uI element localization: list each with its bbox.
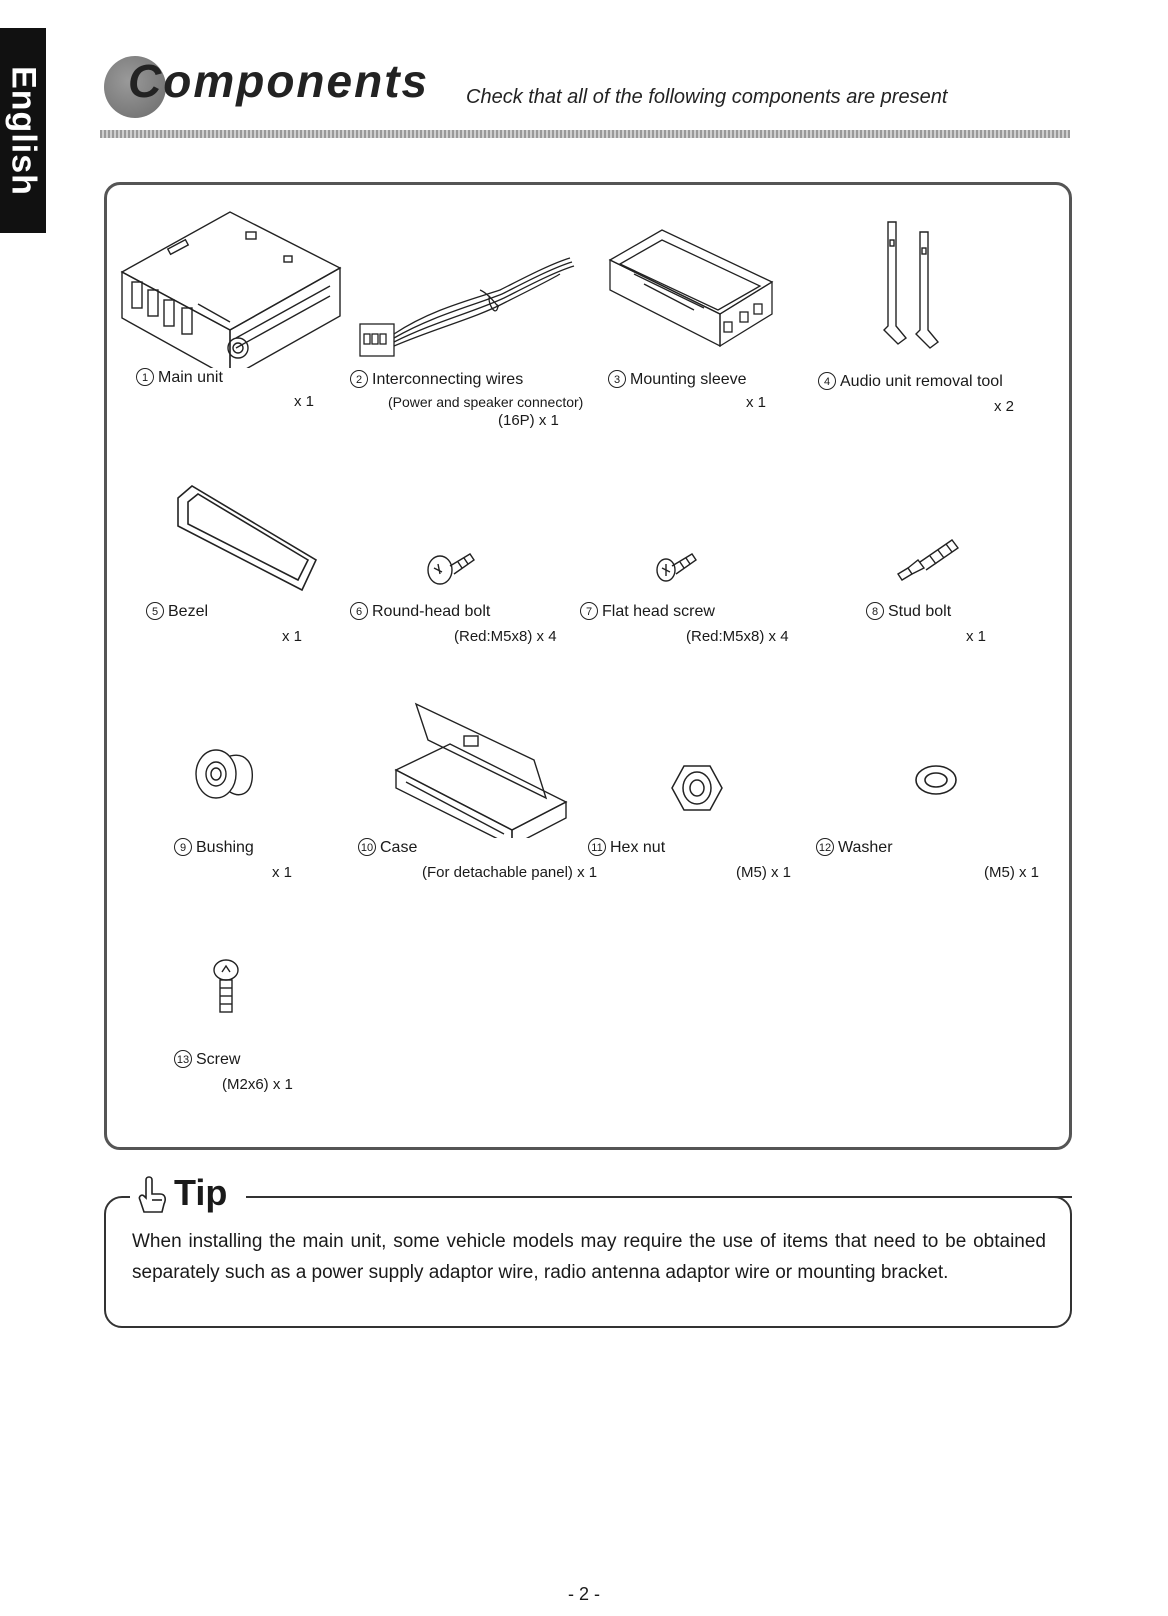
tip-header-rule xyxy=(238,1196,1072,1198)
page-number: - 2 - xyxy=(567,1584,600,1604)
mounting-sleeve-illustration xyxy=(604,224,794,359)
component-number: 1 xyxy=(136,368,154,386)
bushing-illustration xyxy=(190,736,260,806)
component-interconnecting-wires xyxy=(350,250,584,450)
component-quantity: (16P) x 1 xyxy=(498,412,559,429)
component-number: 9 xyxy=(174,838,192,856)
washer-illustration xyxy=(910,760,970,800)
component-quantity: (Red:M5x8) x 4 xyxy=(454,628,557,645)
flat-head-screw-illustration xyxy=(654,546,704,586)
tip-title: Tip xyxy=(174,1172,228,1213)
case-illustration xyxy=(394,698,574,838)
component-name: Case xyxy=(380,839,418,856)
component-number: 6 xyxy=(350,602,368,620)
tip-text: When installing the main unit, some vehicle models may require the use of items that need to be obtained separately such as a power supply adaptor wire, radio antenna adaptor wire or mounting bracket. xyxy=(132,1231,1046,1283)
removal-tool-illustration xyxy=(864,218,984,358)
component-number: 10 xyxy=(358,838,376,856)
component-name: Screw xyxy=(196,1051,241,1068)
pointing-hand-icon xyxy=(134,1176,170,1216)
bezel-illustration xyxy=(170,480,320,600)
component-screw xyxy=(172,958,332,1098)
component-number: 8 xyxy=(866,602,884,620)
round-head-bolt-illustration xyxy=(422,540,482,590)
component-quantity: (M5) x 1 xyxy=(736,864,792,881)
stud-bolt-illustration xyxy=(894,534,964,584)
component-name: Washer xyxy=(838,839,893,856)
component-number: 12 xyxy=(816,838,834,856)
component-number: 11 xyxy=(588,838,606,856)
component-quantity: x 1 xyxy=(294,393,315,410)
component-bushing xyxy=(172,736,332,896)
component-quantity: (M5) x 1 xyxy=(984,864,1040,881)
component-number: 4 xyxy=(818,372,836,390)
component-quantity: x 1 xyxy=(272,864,293,881)
language-tab xyxy=(0,28,46,233)
component-number: 5 xyxy=(146,602,164,620)
screw-illustration xyxy=(206,958,246,1018)
component-name: Round-head bolt xyxy=(372,603,491,620)
component-stud-bolt xyxy=(864,530,1044,660)
component-flat-head-screw xyxy=(578,540,818,660)
component-mounting-sleeve xyxy=(604,224,804,424)
component-removal-tool xyxy=(814,218,1054,433)
section-header xyxy=(100,48,1070,138)
component-name: Hex nut xyxy=(610,839,666,856)
component-name: Audio unit removal tool xyxy=(840,373,1003,390)
component-quantity: x 1 xyxy=(746,394,767,411)
component-main-unit xyxy=(118,208,348,423)
hex-nut-illustration xyxy=(668,760,728,816)
component-round-head-bolt xyxy=(346,540,586,660)
component-quantity: (M2x6) x 1 xyxy=(222,1076,293,1093)
component-washer xyxy=(818,756,1056,896)
component-name: Main unit xyxy=(158,369,223,386)
language-tab-label: English xyxy=(4,65,43,196)
component-quantity: (Red:M5x8) x 4 xyxy=(686,628,789,645)
component-number: 2 xyxy=(350,370,368,388)
component-name: Mounting sleeve xyxy=(630,371,747,388)
page-title: Components xyxy=(128,55,430,107)
component-name: Stud bolt xyxy=(888,603,952,620)
component-name: Flat head screw xyxy=(602,603,715,620)
page-subtitle: Check that all of the following components are present xyxy=(466,86,948,108)
component-quantity: (For detachable panel) x 1 xyxy=(422,864,598,881)
component-quantity: x 1 xyxy=(966,628,987,645)
wires-illustration xyxy=(350,250,580,370)
tip-header xyxy=(130,1172,246,1220)
main-unit-illustration xyxy=(118,208,348,368)
component-quantity: x 2 xyxy=(994,398,1015,415)
title-divider xyxy=(100,130,1070,138)
component-hex-nut xyxy=(591,760,808,900)
component-quantity: x 1 xyxy=(282,628,303,645)
component-name: Interconnecting wires xyxy=(372,371,524,388)
component-number: 13 xyxy=(174,1050,192,1068)
component-bezel xyxy=(140,480,340,660)
component-name: Bezel xyxy=(168,603,209,620)
component-detail: (Power and speaker connector) xyxy=(388,394,584,410)
component-number: 3 xyxy=(608,370,626,388)
component-number: 7 xyxy=(580,602,598,620)
component-name: Bushing xyxy=(196,839,254,856)
